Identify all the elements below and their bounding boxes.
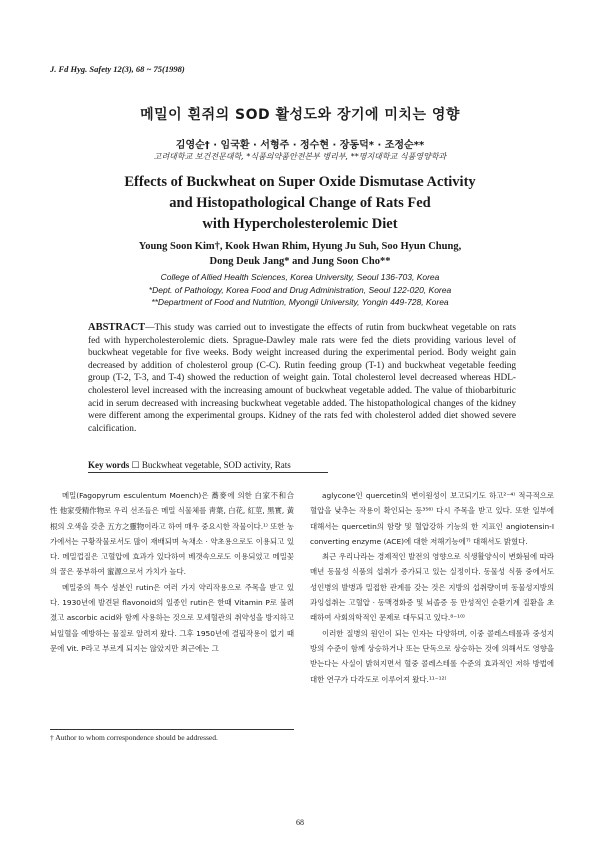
page-number: 68 (296, 818, 304, 827)
english-affiliations (0, 271, 600, 309)
keywords-divider (88, 472, 328, 473)
korean-title: 메밀이 흰쥐의 SOD 활성도와 장기에 미치는 영향 (140, 107, 460, 123)
footnote: † Author to whom correspondence should be addressed. (50, 733, 218, 742)
affiliation-line: **Department of Food and Nutrition, Myongji University, Yongin 449-728, Korea (151, 297, 449, 307)
paragraph: aglycone인 quercetin의 변이원성이 보고되기도 하고²⁻⁴⁾ 적극적으로 혈압을 낮추는 작용이 확인되는 등³⁵⁶⁾ 다시 주목을 받고 있다. 또한 일부에 대해서는 quercetin의 함량 및 혈압강하 기능의 한 지표인 angiotensin-I converting enzyme (ACE)에 대한 저해기능에⁷⁾ 대해서도 밝혔다. (310, 491, 554, 546)
english-title-line: and Histopathological Change of Rats Fed (169, 195, 431, 211)
footnote-divider (50, 729, 294, 730)
paragraph: 메밀(Fagopyrum esculentum Moench)은 蕎麥에 의한 白家不和合性 他家受精作物로 우리 선조들은 메밀 식물체를 靑葉, 白花, 紅莖, 黑實, 黃根의 오색을 갖춘 五方之靈物이라고 하여 매우 중요시한 작물이다.¹⁾ 또한 농가에서는 구황작물로서도 많이 재배되며 녹채소 · 약초용으로도 이용되고 있다. 메밀껍질은 고혈압에 효과가 있다하여 베갯속으로도 이용되었고 메밀꽃의 꿀은 풍부하여 蜜源으로서 가치가 높다. (50, 491, 294, 577)
body-column-left (50, 488, 294, 656)
affiliation-line: *Dept. of Pathology, Korea Food and Drug Administration, Seoul 122-020, Korea (148, 284, 452, 295)
body-column-right (310, 488, 554, 687)
abstract (88, 322, 516, 435)
affiliation-line: College of Allied Health Sciences, Korea University, Seoul 136-703, Korea (160, 272, 440, 282)
english-title-line: with Hypercholesterolemic Diet (202, 216, 398, 232)
paragraph: 메밀중의 특수 성분인 rutin은 여러 가지 약리작용으로 주목을 받고 있다. 1930년에 발견된 flavonoid의 일종인 rutin은 한때 Vitamin P로 불려졌고 ascorbic acid와 함께 사용하는 것으로 모세혈관의 취약성을 방지하고 뇌일혈을 예방하는 물질로 알려져 왔다. 그후 1950년에 결핍작용이 없기 때문에 Vit. P라고 부르게 되지는 않았지만 최근에는 그 (50, 582, 294, 653)
english-authors-line: Dong Deuk Jang* and Jung Soon Cho** (209, 256, 391, 267)
paragraph: 최근 우리나라는 경제적인 발전의 영향으로 식생활양식이 변화됨에 따라 매년 동물성 식품의 섭취가 증가되고 있는 실정이다. 동물성 식품 중에서도 성인병의 발병과 밀접한 관계를 갖는 것은 지방의 섭취량이며 동물성지방의 과잉섭취는 고혈압 · 동맥경화증 및 뇌졸증 등 만성적인 순환기계 질환을 초래하여 사회의학적인 문제로 대두되고 있다.⁸⁻¹⁰⁾ (310, 552, 554, 623)
english-authors-line: Young Soon Kim†, Kook Hwan Rhim, Hyung Ju Suh, Soo Hyun Chung, (138, 241, 462, 252)
keywords (88, 460, 291, 471)
keywords-text: ☐ Buckwheat vegetable, SOD activity, Rats (131, 460, 291, 470)
korean-authors: 김영순† · 임국환 · 서형주 · 정수현 · 장동덕* · 조정순** (175, 140, 425, 151)
keywords-label: Key words (88, 460, 130, 470)
korean-affiliations: 고려대학교 보건전문대학, *식품의약품안전본부 병리부, **명지대학교 식품영양학과 (153, 152, 447, 161)
abstract-text: —This study was carried out to investigate the effects of rutin from buckwheat vegetable on rats fed with hypercholesterolemic diets. Sprague-Dawley male rats were fed the diets providing various level of buckwheat vegetable for five weeks. Body weight increased during the experimental period. Body weight gain decreased by addition of cholesterol group (C-C). Rutin feeding group (T-1) and buckwheat vegetable feeding group (T-2, T-3, and T-4) showed the reduction of weight gain. Total cholesterol level decreased whereas HDL-cholesterol level increased with the increasing amount of buckwheat vegetable added. The value of thiobarbituric acid in serum decreased with increasing buckwheat vegetable added. The histopathological changes of the kidney were different among the experimental groups. Kidney of the rats fed with cholesterol added diet showed severe calcification. (88, 323, 516, 434)
journal-citation: J. Fd Hyg. Safety 12(3), 68 ~ 75(1998) (50, 64, 185, 74)
english-authors (0, 239, 600, 269)
english-title (0, 172, 600, 235)
paragraph: 이러한 질병의 원인이 되는 인자는 다양하며, 이중 콜레스테롤과 중성지방의 수준이 함께 상승하거나 또는 단독으로 상승하는 것에 의해서도 영향을 받는다는 사실이 밝혀지면서 혈중 콜레스테롤 수준의 효과적인 저하 방법에 대한 연구가 다각도로 이루어져 왔다.¹¹⁻¹²⁾ (310, 628, 554, 684)
abstract-label: ABSTRACT (88, 322, 146, 333)
english-title-line: Effects of Buckwheat on Super Oxide Dismutase Activity (124, 174, 476, 190)
